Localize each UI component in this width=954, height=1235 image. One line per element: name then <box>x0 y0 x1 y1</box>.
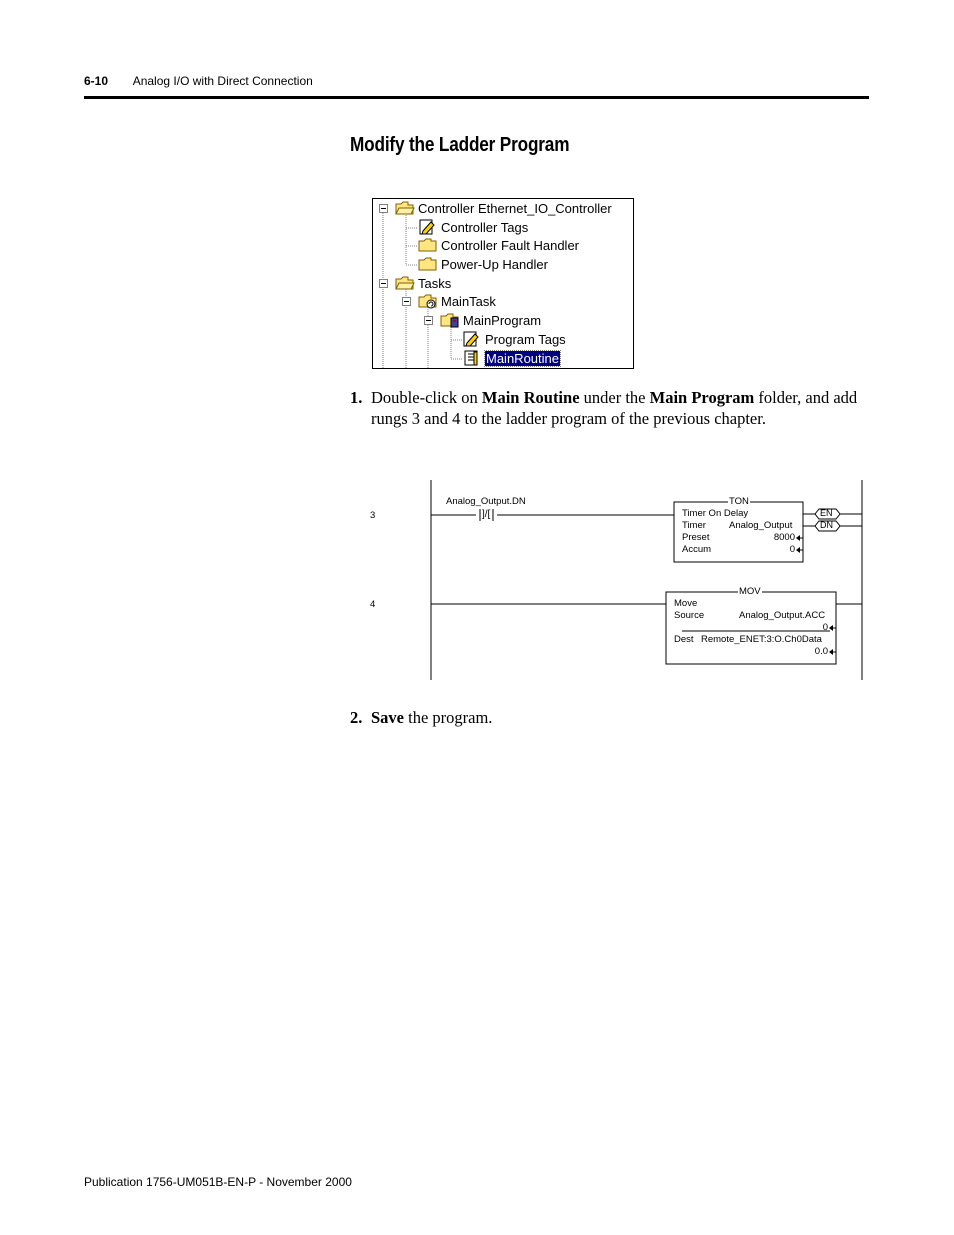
folder-icon <box>418 237 438 253</box>
contact-tag: Analog_Output.DN <box>446 496 526 507</box>
tags-icon <box>418 219 438 235</box>
ton-timer-label: Timer <box>682 520 706 531</box>
header-rule <box>84 96 869 99</box>
step-number: 1. <box>350 388 363 407</box>
collapse-toggle-mainprogram[interactable] <box>424 316 433 325</box>
collapse-toggle-maintask[interactable] <box>402 297 411 306</box>
tree-node-program-tags[interactable] <box>462 330 566 348</box>
ton-en-output: EN <box>820 508 833 518</box>
tags-icon <box>462 331 482 347</box>
tree-node-power-up-handler[interactable] <box>418 255 548 273</box>
tree-node-maintask[interactable] <box>418 292 496 310</box>
mov-name: MOV <box>739 586 761 597</box>
ton-name: TON <box>729 496 749 507</box>
page-footer: Publication 1756-UM051B-EN-P - November 2000 <box>84 1175 352 1189</box>
collapse-toggle-tasks[interactable] <box>379 279 388 288</box>
tree-node-label: Program Tags <box>485 331 566 347</box>
mov-dest-label: Dest <box>674 634 694 645</box>
mov-source-live-value: 0 <box>822 622 828 633</box>
open-folder-icon <box>395 275 415 291</box>
tree-node-controller-fault-handler[interactable] <box>418 236 579 254</box>
tree-node-label: Controller Fault Handler <box>441 237 580 253</box>
routine-icon <box>462 350 482 366</box>
page-number: 6-10 <box>84 74 109 88</box>
rung-4-number: 4 <box>370 599 376 610</box>
chapter-title: Analog I/O with Direct Connection <box>132 74 313 88</box>
mov-dest-value: Remote_ENET:3:O.Ch0Data <box>701 634 822 645</box>
page-header <box>84 74 313 88</box>
xio-contact-symbol: ]/[ <box>482 509 491 520</box>
collapse-toggle-controller[interactable] <box>379 204 388 213</box>
ton-accum-value: 0 <box>789 544 795 555</box>
mov-dest-live-value: 0.0 <box>814 646 828 657</box>
tree-node-label: MainTask <box>441 293 496 309</box>
rung-3-number: 3 <box>370 510 376 521</box>
step-text: Save the program. <box>371 708 493 727</box>
step-text: Double-click on Main Routine under the Main Program folder, and add rungs 3 and 4 to the ladder program of the previous chapter. <box>371 388 858 428</box>
tree-node-mainroutine[interactable] <box>462 349 560 367</box>
ladder-diagram <box>360 476 870 682</box>
tree-node-controller-tags[interactable] <box>418 218 528 236</box>
ton-timer-value: Analog_Output <box>729 520 793 531</box>
ton-preset-value: 8000 <box>773 532 795 543</box>
program-icon <box>440 312 460 328</box>
tree-node-label: Controller Ethernet_IO_Controller <box>418 200 612 216</box>
step-1 <box>350 388 860 429</box>
step-number: 2. <box>350 708 363 727</box>
ton-accum-label: Accum <box>682 544 712 555</box>
folder-icon <box>418 256 438 272</box>
ton-desc: Timer On Delay <box>682 508 749 519</box>
project-tree <box>372 198 634 369</box>
tree-node-controller[interactable] <box>395 199 612 217</box>
tree-node-tasks[interactable] <box>395 274 451 292</box>
mov-source-value: Analog_Output.ACC <box>739 610 826 621</box>
ton-preset-label: Preset <box>682 532 710 543</box>
ton-dn-output: DN <box>820 520 833 530</box>
tree-node-label: Power-Up Handler <box>441 256 548 272</box>
step-2 <box>350 708 860 729</box>
tree-node-label: Tasks <box>418 275 452 291</box>
tree-node-label: Controller Tags <box>441 219 529 235</box>
tree-node-label-selected: MainRoutine <box>486 350 559 366</box>
tree-node-label: MainProgram <box>463 312 542 328</box>
task-icon <box>418 293 438 309</box>
section-title: Modify the Ladder Program <box>350 134 570 156</box>
tree-node-mainprogram[interactable] <box>440 311 541 329</box>
mov-desc: Move <box>674 598 698 609</box>
mov-source-label: Source <box>674 610 705 621</box>
open-folder-icon <box>395 200 415 216</box>
